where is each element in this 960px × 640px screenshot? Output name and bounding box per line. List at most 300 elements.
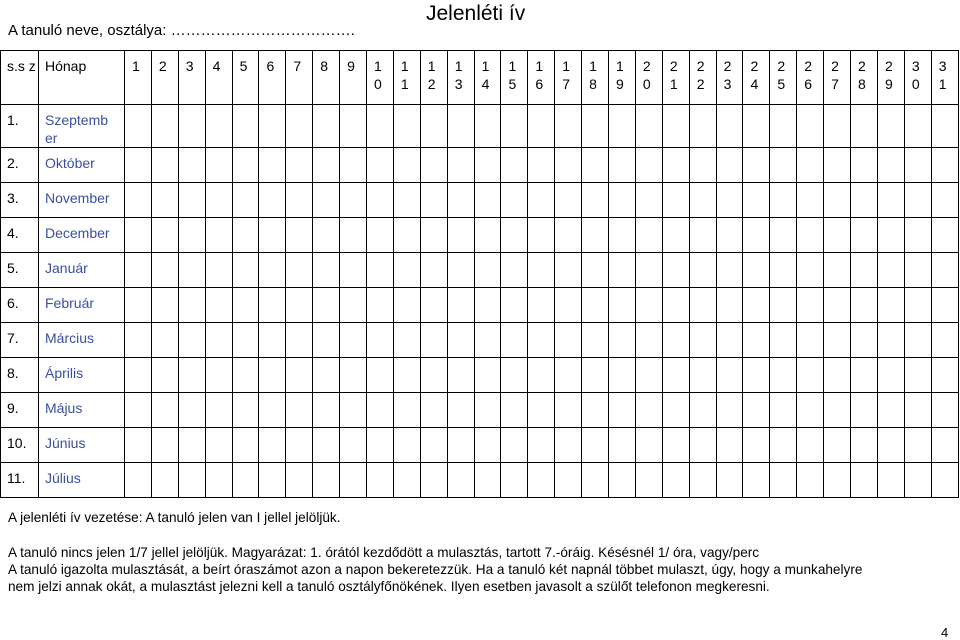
attendance-cell[interactable] bbox=[635, 393, 662, 428]
attendance-cell[interactable] bbox=[528, 183, 555, 218]
attendance-cell[interactable] bbox=[340, 358, 367, 393]
attendance-cell[interactable] bbox=[851, 218, 878, 253]
attendance-cell[interactable] bbox=[824, 428, 851, 463]
attendance-cell[interactable] bbox=[340, 148, 367, 183]
attendance-cell[interactable] bbox=[824, 218, 851, 253]
attendance-cell[interactable] bbox=[635, 218, 662, 253]
attendance-cell[interactable] bbox=[232, 358, 259, 393]
attendance-cell[interactable] bbox=[877, 393, 904, 428]
attendance-cell[interactable] bbox=[689, 323, 716, 358]
attendance-cell[interactable] bbox=[340, 288, 367, 323]
attendance-cell[interactable] bbox=[447, 148, 474, 183]
attendance-cell[interactable] bbox=[259, 183, 286, 218]
attendance-cell[interactable] bbox=[528, 463, 555, 498]
attendance-cell[interactable] bbox=[205, 288, 232, 323]
attendance-cell[interactable] bbox=[528, 288, 555, 323]
attendance-cell[interactable] bbox=[851, 183, 878, 218]
attendance-cell[interactable] bbox=[528, 428, 555, 463]
attendance-cell[interactable] bbox=[125, 323, 152, 358]
attendance-cell[interactable] bbox=[151, 148, 178, 183]
attendance-cell[interactable] bbox=[877, 253, 904, 288]
attendance-cell[interactable] bbox=[555, 358, 582, 393]
attendance-cell[interactable] bbox=[904, 148, 931, 183]
attendance-cell[interactable] bbox=[877, 148, 904, 183]
attendance-cell[interactable] bbox=[555, 428, 582, 463]
attendance-cell[interactable] bbox=[367, 288, 394, 323]
attendance-cell[interactable] bbox=[393, 463, 420, 498]
attendance-cell[interactable] bbox=[743, 148, 770, 183]
attendance-cell[interactable] bbox=[447, 463, 474, 498]
attendance-cell[interactable] bbox=[178, 183, 205, 218]
attendance-cell[interactable] bbox=[393, 253, 420, 288]
attendance-cell[interactable] bbox=[797, 393, 824, 428]
attendance-cell[interactable] bbox=[393, 218, 420, 253]
attendance-cell[interactable] bbox=[447, 253, 474, 288]
attendance-cell[interactable] bbox=[770, 463, 797, 498]
attendance-cell[interactable] bbox=[582, 463, 609, 498]
attendance-cell[interactable] bbox=[851, 288, 878, 323]
attendance-cell[interactable] bbox=[151, 218, 178, 253]
attendance-cell[interactable] bbox=[528, 148, 555, 183]
attendance-cell[interactable] bbox=[716, 393, 743, 428]
attendance-cell[interactable] bbox=[420, 323, 447, 358]
attendance-cell[interactable] bbox=[313, 183, 340, 218]
attendance-cell[interactable] bbox=[205, 393, 232, 428]
attendance-cell[interactable] bbox=[313, 358, 340, 393]
attendance-cell[interactable] bbox=[716, 428, 743, 463]
attendance-cell[interactable] bbox=[474, 323, 501, 358]
attendance-cell[interactable] bbox=[689, 358, 716, 393]
attendance-cell[interactable] bbox=[367, 148, 394, 183]
attendance-cell[interactable] bbox=[877, 358, 904, 393]
attendance-cell[interactable] bbox=[420, 148, 447, 183]
attendance-cell[interactable] bbox=[259, 288, 286, 323]
attendance-cell[interactable] bbox=[393, 183, 420, 218]
attendance-cell[interactable] bbox=[474, 253, 501, 288]
attendance-cell[interactable] bbox=[662, 463, 689, 498]
attendance-cell[interactable] bbox=[286, 323, 313, 358]
attendance-cell[interactable] bbox=[716, 323, 743, 358]
attendance-cell[interactable] bbox=[716, 183, 743, 218]
attendance-cell[interactable] bbox=[635, 105, 662, 148]
attendance-cell[interactable] bbox=[851, 358, 878, 393]
attendance-cell[interactable] bbox=[259, 463, 286, 498]
attendance-cell[interactable] bbox=[851, 105, 878, 148]
attendance-cell[interactable] bbox=[286, 253, 313, 288]
attendance-cell[interactable] bbox=[232, 393, 259, 428]
attendance-cell[interactable] bbox=[904, 323, 931, 358]
attendance-cell[interactable] bbox=[582, 288, 609, 323]
attendance-cell[interactable] bbox=[232, 183, 259, 218]
attendance-cell[interactable] bbox=[447, 358, 474, 393]
attendance-cell[interactable] bbox=[851, 148, 878, 183]
attendance-cell[interactable] bbox=[447, 218, 474, 253]
attendance-cell[interactable] bbox=[286, 148, 313, 183]
attendance-cell[interactable] bbox=[286, 183, 313, 218]
attendance-cell[interactable] bbox=[877, 428, 904, 463]
attendance-cell[interactable] bbox=[635, 463, 662, 498]
attendance-cell[interactable] bbox=[851, 323, 878, 358]
attendance-cell[interactable] bbox=[770, 358, 797, 393]
attendance-cell[interactable] bbox=[178, 288, 205, 323]
attendance-cell[interactable] bbox=[474, 288, 501, 323]
attendance-cell[interactable] bbox=[259, 428, 286, 463]
attendance-cell[interactable] bbox=[340, 105, 367, 148]
attendance-cell[interactable] bbox=[931, 358, 958, 393]
attendance-cell[interactable] bbox=[877, 105, 904, 148]
attendance-cell[interactable] bbox=[555, 253, 582, 288]
attendance-cell[interactable] bbox=[178, 428, 205, 463]
attendance-cell[interactable] bbox=[501, 323, 528, 358]
attendance-cell[interactable] bbox=[582, 323, 609, 358]
attendance-cell[interactable] bbox=[609, 463, 636, 498]
attendance-cell[interactable] bbox=[931, 218, 958, 253]
attendance-cell[interactable] bbox=[313, 105, 340, 148]
attendance-cell[interactable] bbox=[770, 148, 797, 183]
attendance-cell[interactable] bbox=[904, 183, 931, 218]
attendance-cell[interactable] bbox=[662, 428, 689, 463]
attendance-cell[interactable] bbox=[635, 323, 662, 358]
attendance-cell[interactable] bbox=[662, 323, 689, 358]
attendance-cell[interactable] bbox=[205, 358, 232, 393]
attendance-cell[interactable] bbox=[851, 253, 878, 288]
attendance-cell[interactable] bbox=[447, 393, 474, 428]
attendance-cell[interactable] bbox=[662, 148, 689, 183]
attendance-cell[interactable] bbox=[125, 253, 152, 288]
attendance-cell[interactable] bbox=[555, 393, 582, 428]
attendance-cell[interactable] bbox=[232, 288, 259, 323]
attendance-cell[interactable] bbox=[770, 218, 797, 253]
attendance-cell[interactable] bbox=[904, 288, 931, 323]
attendance-cell[interactable] bbox=[662, 393, 689, 428]
attendance-cell[interactable] bbox=[716, 253, 743, 288]
attendance-cell[interactable] bbox=[689, 463, 716, 498]
attendance-cell[interactable] bbox=[393, 323, 420, 358]
attendance-cell[interactable] bbox=[582, 183, 609, 218]
attendance-cell[interactable] bbox=[232, 253, 259, 288]
attendance-cell[interactable] bbox=[447, 288, 474, 323]
attendance-cell[interactable] bbox=[689, 428, 716, 463]
attendance-cell[interactable] bbox=[501, 218, 528, 253]
attendance-cell[interactable] bbox=[743, 323, 770, 358]
attendance-cell[interactable] bbox=[797, 148, 824, 183]
attendance-cell[interactable] bbox=[232, 218, 259, 253]
attendance-cell[interactable] bbox=[931, 463, 958, 498]
attendance-cell[interactable] bbox=[609, 218, 636, 253]
attendance-cell[interactable] bbox=[259, 393, 286, 428]
attendance-cell[interactable] bbox=[205, 148, 232, 183]
attendance-cell[interactable] bbox=[662, 183, 689, 218]
attendance-cell[interactable] bbox=[474, 218, 501, 253]
attendance-cell[interactable] bbox=[770, 393, 797, 428]
attendance-cell[interactable] bbox=[178, 323, 205, 358]
attendance-cell[interactable] bbox=[205, 428, 232, 463]
attendance-cell[interactable] bbox=[367, 253, 394, 288]
attendance-cell[interactable] bbox=[125, 183, 152, 218]
attendance-cell[interactable] bbox=[582, 393, 609, 428]
attendance-cell[interactable] bbox=[447, 323, 474, 358]
attendance-cell[interactable] bbox=[904, 358, 931, 393]
attendance-cell[interactable] bbox=[205, 105, 232, 148]
attendance-cell[interactable] bbox=[609, 323, 636, 358]
attendance-cell[interactable] bbox=[635, 288, 662, 323]
attendance-cell[interactable] bbox=[635, 428, 662, 463]
attendance-cell[interactable] bbox=[501, 463, 528, 498]
attendance-cell[interactable] bbox=[286, 358, 313, 393]
attendance-cell[interactable] bbox=[393, 358, 420, 393]
attendance-cell[interactable] bbox=[797, 218, 824, 253]
attendance-cell[interactable] bbox=[286, 428, 313, 463]
attendance-cell[interactable] bbox=[555, 183, 582, 218]
attendance-cell[interactable] bbox=[609, 288, 636, 323]
attendance-cell[interactable] bbox=[743, 358, 770, 393]
attendance-cell[interactable] bbox=[770, 253, 797, 288]
attendance-cell[interactable] bbox=[851, 393, 878, 428]
attendance-cell[interactable] bbox=[313, 253, 340, 288]
attendance-cell[interactable] bbox=[313, 323, 340, 358]
attendance-cell[interactable] bbox=[151, 253, 178, 288]
attendance-cell[interactable] bbox=[689, 288, 716, 323]
attendance-cell[interactable] bbox=[474, 358, 501, 393]
attendance-cell[interactable] bbox=[125, 358, 152, 393]
attendance-cell[interactable] bbox=[797, 428, 824, 463]
attendance-cell[interactable] bbox=[851, 428, 878, 463]
attendance-cell[interactable] bbox=[125, 463, 152, 498]
attendance-cell[interactable] bbox=[931, 393, 958, 428]
attendance-cell[interactable] bbox=[474, 105, 501, 148]
attendance-cell[interactable] bbox=[474, 148, 501, 183]
attendance-cell[interactable] bbox=[313, 288, 340, 323]
attendance-cell[interactable] bbox=[770, 323, 797, 358]
attendance-cell[interactable] bbox=[447, 105, 474, 148]
attendance-cell[interactable] bbox=[528, 105, 555, 148]
attendance-cell[interactable] bbox=[340, 183, 367, 218]
attendance-cell[interactable] bbox=[367, 105, 394, 148]
attendance-cell[interactable] bbox=[743, 288, 770, 323]
attendance-cell[interactable] bbox=[528, 358, 555, 393]
attendance-cell[interactable] bbox=[393, 105, 420, 148]
attendance-cell[interactable] bbox=[851, 463, 878, 498]
attendance-cell[interactable] bbox=[125, 148, 152, 183]
attendance-cell[interactable] bbox=[420, 253, 447, 288]
attendance-cell[interactable] bbox=[367, 358, 394, 393]
attendance-cell[interactable] bbox=[689, 253, 716, 288]
attendance-cell[interactable] bbox=[689, 393, 716, 428]
attendance-cell[interactable] bbox=[877, 323, 904, 358]
attendance-cell[interactable] bbox=[931, 288, 958, 323]
attendance-cell[interactable] bbox=[904, 253, 931, 288]
attendance-cell[interactable] bbox=[797, 288, 824, 323]
attendance-cell[interactable] bbox=[286, 393, 313, 428]
attendance-cell[interactable] bbox=[420, 358, 447, 393]
attendance-cell[interactable] bbox=[743, 105, 770, 148]
attendance-cell[interactable] bbox=[716, 463, 743, 498]
attendance-cell[interactable] bbox=[635, 358, 662, 393]
attendance-cell[interactable] bbox=[125, 218, 152, 253]
attendance-cell[interactable] bbox=[555, 288, 582, 323]
attendance-cell[interactable] bbox=[770, 183, 797, 218]
attendance-cell[interactable] bbox=[259, 218, 286, 253]
attendance-cell[interactable] bbox=[716, 105, 743, 148]
attendance-cell[interactable] bbox=[420, 218, 447, 253]
attendance-cell[interactable] bbox=[205, 183, 232, 218]
attendance-cell[interactable] bbox=[259, 358, 286, 393]
attendance-cell[interactable] bbox=[824, 393, 851, 428]
attendance-cell[interactable] bbox=[420, 428, 447, 463]
attendance-cell[interactable] bbox=[824, 463, 851, 498]
attendance-cell[interactable] bbox=[528, 253, 555, 288]
attendance-cell[interactable] bbox=[824, 358, 851, 393]
attendance-cell[interactable] bbox=[313, 428, 340, 463]
attendance-cell[interactable] bbox=[609, 105, 636, 148]
attendance-cell[interactable] bbox=[178, 218, 205, 253]
attendance-cell[interactable] bbox=[797, 253, 824, 288]
attendance-cell[interactable] bbox=[286, 288, 313, 323]
attendance-cell[interactable] bbox=[420, 105, 447, 148]
attendance-cell[interactable] bbox=[555, 148, 582, 183]
attendance-cell[interactable] bbox=[528, 218, 555, 253]
attendance-cell[interactable] bbox=[635, 183, 662, 218]
attendance-cell[interactable] bbox=[609, 148, 636, 183]
attendance-cell[interactable] bbox=[824, 253, 851, 288]
attendance-cell[interactable] bbox=[178, 393, 205, 428]
attendance-cell[interactable] bbox=[716, 358, 743, 393]
attendance-cell[interactable] bbox=[501, 428, 528, 463]
attendance-cell[interactable] bbox=[582, 148, 609, 183]
attendance-cell[interactable] bbox=[474, 183, 501, 218]
attendance-cell[interactable] bbox=[340, 218, 367, 253]
attendance-cell[interactable] bbox=[904, 393, 931, 428]
attendance-cell[interactable] bbox=[151, 323, 178, 358]
attendance-cell[interactable] bbox=[501, 148, 528, 183]
attendance-cell[interactable] bbox=[931, 105, 958, 148]
attendance-cell[interactable] bbox=[689, 148, 716, 183]
attendance-cell[interactable] bbox=[877, 183, 904, 218]
attendance-cell[interactable] bbox=[367, 218, 394, 253]
attendance-cell[interactable] bbox=[582, 105, 609, 148]
attendance-cell[interactable] bbox=[125, 428, 152, 463]
attendance-cell[interactable] bbox=[151, 288, 178, 323]
attendance-cell[interactable] bbox=[259, 253, 286, 288]
attendance-cell[interactable] bbox=[205, 218, 232, 253]
attendance-cell[interactable] bbox=[582, 428, 609, 463]
attendance-cell[interactable] bbox=[555, 323, 582, 358]
attendance-cell[interactable] bbox=[689, 105, 716, 148]
attendance-cell[interactable] bbox=[178, 253, 205, 288]
attendance-cell[interactable] bbox=[824, 148, 851, 183]
attendance-cell[interactable] bbox=[582, 218, 609, 253]
attendance-cell[interactable] bbox=[743, 253, 770, 288]
attendance-cell[interactable] bbox=[689, 183, 716, 218]
attendance-cell[interactable] bbox=[877, 218, 904, 253]
attendance-cell[interactable] bbox=[904, 218, 931, 253]
attendance-cell[interactable] bbox=[232, 463, 259, 498]
attendance-cell[interactable] bbox=[340, 323, 367, 358]
attendance-cell[interactable] bbox=[420, 463, 447, 498]
attendance-cell[interactable] bbox=[662, 105, 689, 148]
attendance-cell[interactable] bbox=[662, 253, 689, 288]
attendance-cell[interactable] bbox=[824, 105, 851, 148]
attendance-cell[interactable] bbox=[528, 393, 555, 428]
attendance-cell[interactable] bbox=[367, 428, 394, 463]
attendance-cell[interactable] bbox=[259, 105, 286, 148]
attendance-cell[interactable] bbox=[609, 428, 636, 463]
attendance-cell[interactable] bbox=[393, 393, 420, 428]
attendance-cell[interactable] bbox=[367, 463, 394, 498]
attendance-cell[interactable] bbox=[286, 218, 313, 253]
attendance-cell[interactable] bbox=[259, 323, 286, 358]
attendance-cell[interactable] bbox=[716, 148, 743, 183]
attendance-cell[interactable] bbox=[420, 393, 447, 428]
attendance-cell[interactable] bbox=[313, 393, 340, 428]
attendance-cell[interactable] bbox=[609, 393, 636, 428]
attendance-cell[interactable] bbox=[205, 253, 232, 288]
attendance-cell[interactable] bbox=[474, 463, 501, 498]
attendance-cell[interactable] bbox=[743, 218, 770, 253]
attendance-cell[interactable] bbox=[824, 183, 851, 218]
attendance-cell[interactable] bbox=[662, 358, 689, 393]
attendance-cell[interactable] bbox=[340, 428, 367, 463]
attendance-cell[interactable] bbox=[340, 253, 367, 288]
attendance-cell[interactable] bbox=[151, 428, 178, 463]
attendance-cell[interactable] bbox=[151, 463, 178, 498]
attendance-cell[interactable] bbox=[420, 183, 447, 218]
attendance-cell[interactable] bbox=[555, 218, 582, 253]
attendance-cell[interactable] bbox=[286, 105, 313, 148]
attendance-cell[interactable] bbox=[501, 358, 528, 393]
attendance-cell[interactable] bbox=[125, 105, 152, 148]
attendance-cell[interactable] bbox=[662, 218, 689, 253]
attendance-cell[interactable] bbox=[232, 323, 259, 358]
attendance-cell[interactable] bbox=[340, 463, 367, 498]
attendance-cell[interactable] bbox=[931, 148, 958, 183]
attendance-cell[interactable] bbox=[689, 218, 716, 253]
attendance-cell[interactable] bbox=[393, 288, 420, 323]
attendance-cell[interactable] bbox=[635, 148, 662, 183]
attendance-cell[interactable] bbox=[743, 428, 770, 463]
attendance-cell[interactable] bbox=[340, 393, 367, 428]
attendance-cell[interactable] bbox=[501, 393, 528, 428]
attendance-cell[interactable] bbox=[151, 393, 178, 428]
attendance-cell[interactable] bbox=[770, 105, 797, 148]
attendance-cell[interactable] bbox=[178, 105, 205, 148]
attendance-cell[interactable] bbox=[125, 288, 152, 323]
attendance-cell[interactable] bbox=[313, 463, 340, 498]
attendance-cell[interactable] bbox=[824, 288, 851, 323]
attendance-cell[interactable] bbox=[151, 183, 178, 218]
attendance-cell[interactable] bbox=[662, 288, 689, 323]
attendance-cell[interactable] bbox=[178, 148, 205, 183]
attendance-cell[interactable] bbox=[877, 463, 904, 498]
attendance-cell[interactable] bbox=[609, 253, 636, 288]
attendance-cell[interactable] bbox=[205, 323, 232, 358]
attendance-cell[interactable] bbox=[313, 218, 340, 253]
attendance-cell[interactable] bbox=[797, 105, 824, 148]
attendance-cell[interactable] bbox=[232, 148, 259, 183]
attendance-cell[interactable] bbox=[447, 183, 474, 218]
attendance-cell[interactable] bbox=[474, 393, 501, 428]
attendance-cell[interactable] bbox=[259, 148, 286, 183]
attendance-cell[interactable] bbox=[877, 288, 904, 323]
attendance-cell[interactable] bbox=[151, 105, 178, 148]
attendance-cell[interactable] bbox=[931, 253, 958, 288]
attendance-cell[interactable] bbox=[501, 105, 528, 148]
attendance-cell[interactable] bbox=[797, 463, 824, 498]
attendance-cell[interactable] bbox=[205, 463, 232, 498]
attendance-cell[interactable] bbox=[501, 253, 528, 288]
attendance-cell[interactable] bbox=[743, 183, 770, 218]
attendance-cell[interactable] bbox=[528, 323, 555, 358]
